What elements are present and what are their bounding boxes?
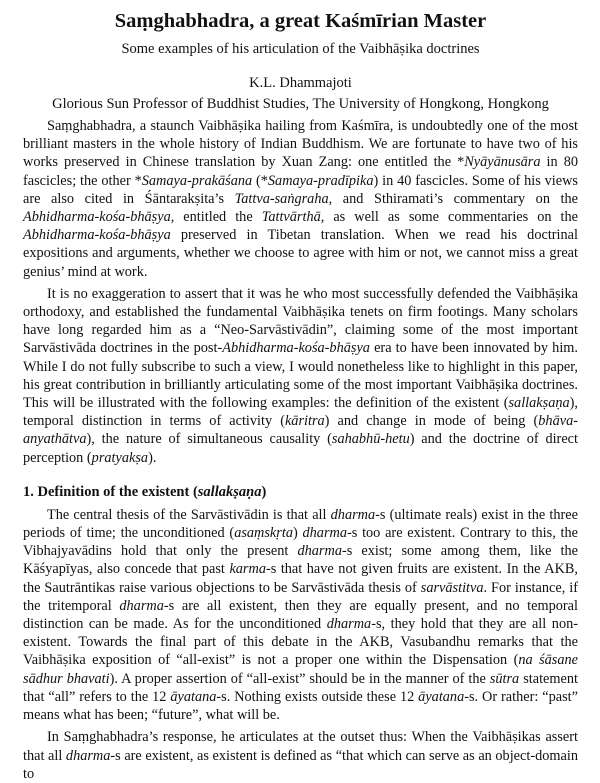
italic-term: Abhidharma-kośa-bhāṣya — [222, 340, 370, 357]
italic-term: dharma — [119, 597, 164, 614]
italic-term: Abhidharma-kośa-bhāṣya — [23, 209, 171, 226]
body-paragraph — [23, 506, 578, 724]
text-run: ). — [148, 449, 157, 466]
text-run: ). A proper assertion of “all-exist” should be in the manner of the — [109, 670, 490, 687]
italic-term: dharma — [326, 616, 372, 633]
paper-subtitle: Some examples of his articulation of the Vaibhāṣika doctrines — [121, 41, 480, 57]
italic-term: āyatana — [170, 688, 217, 705]
italic-term: sarvāstitva — [420, 579, 484, 596]
italic-term: Tattvārthā — [261, 209, 321, 226]
article-body — [23, 117, 578, 783]
text-run: In Saṃghabhadra’s response, he articulates at the outset thus: When the Vaibhāṣikas assert that all — [23, 729, 578, 764]
text-run: -s are all existent, then they are equally present, and no temporal distinction can be made. As for the unconditioned — [23, 597, 578, 633]
text-run: in 80 fascicles; the other * — [23, 154, 578, 189]
text-run: preserved in Tibetan translation. When we read his doctrinal expositions and arguments, whether we choose to agree with him or not, we cannot miss a great genius’ mind at work. — [23, 227, 578, 280]
italic-term: kāritra — [284, 413, 325, 430]
body-paragraph — [23, 117, 578, 281]
italic-term: sahabhū-hetu — [331, 431, 410, 448]
text-run: ) in 40 fascicles. Some of his views are also cited in Śāntarakṣita’s — [23, 172, 578, 207]
text-run: ) and the doctrine of direct perception ( — [23, 431, 578, 466]
italic-term: sallakṣaṇa — [197, 483, 262, 500]
text-run: statement that “all” refers to the 12 — [23, 670, 578, 705]
italic-term: sallakṣaṇa — [508, 395, 570, 412]
text-run: -s. Nothing exists outside these 12 — [216, 688, 419, 705]
text-run: , entitled the — [170, 209, 262, 226]
italic-term: sūtra — [489, 670, 520, 687]
text-run: -s. Or rather: “past” means what has been; “future”, what will be. — [23, 688, 578, 724]
italic-term: bhāva-anyathātva — [23, 413, 578, 448]
text-run: The central thesis of the Sarvāstivādin is that all — [47, 506, 331, 523]
text-run: ), the nature of simultaneous causality ( — [86, 431, 332, 448]
section-heading — [23, 483, 578, 501]
text-run: (* — [252, 172, 268, 189]
italic-term: Tattva-saṅgraha — [234, 190, 329, 207]
body-paragraph — [23, 285, 578, 467]
italic-term: asaṃskṛta — [234, 525, 293, 542]
text-run: ), temporal distinction in terms of activity ( — [23, 395, 578, 430]
italic-term: dharma — [297, 543, 342, 560]
italic-term: pratyakṣa — [91, 449, 149, 466]
text-run: , and Sthiramati’s commentary on the — [328, 190, 578, 207]
text-run: -s too are existent. Contrary to this, the Vibhajyavādins hold that only the present — [23, 525, 579, 560]
italic-term: dharma — [330, 506, 376, 523]
text-run: -s exist; some among them, like the Kāśyapīyas, also concede that past — [23, 543, 579, 578]
text-run: 1. Definition of the existent ( — [23, 483, 198, 500]
italic-term: Samaya-pradīpika — [267, 172, 374, 189]
text-run: , as well as some commentaries on the — [320, 209, 578, 226]
italic-term: karma — [229, 561, 266, 578]
text-run: ) — [292, 525, 303, 542]
italic-term: Nyāyānusāra — [464, 154, 541, 171]
paper-title: Saṃghabhadra, a great Kaśmīrian Master — [114, 10, 487, 32]
text-run: -s, they hold that they are all non-existent. Towards the final part of this debate in the AKB, Vasubandhu remarks that the Vaibhāṣika exposition of “all-exist” is not a proper one within the Dispensation ( — [23, 616, 579, 669]
text-run: ) — [261, 483, 267, 500]
text-run: Saṃghabhadra, a staunch Vaibhāṣika hailing from Kaśmīra, is undoubtedly one of the most brilliant masters in the whole history of Indian Buddhism. We are fortunate to have two of his works preserved in Chinese translation by Xuan Zang: one entitled the * — [23, 118, 578, 171]
italic-term: dharma — [302, 525, 347, 542]
text-run: ) and change in mode of being ( — [324, 413, 539, 430]
body-paragraph — [23, 728, 578, 783]
italic-term: Samaya-prakāśana — [141, 172, 253, 189]
italic-term: na śāsane sādhur bhavati — [23, 652, 578, 687]
italic-term: dharma — [65, 747, 111, 764]
author-name: K.L. Dhammajoti — [249, 75, 352, 91]
author-affiliation: Glorious Sun Professor of Buddhist Studies, The University of Hongkong, Hongkong — [52, 96, 549, 112]
text-run: -s that have not given fruits are existent. In the AKB, the Sautrāntikas raise various objections to be Sarvāstivāda thesis of — [23, 561, 579, 596]
italic-term: Abhidharma-kośa-bhāṣya — [23, 227, 171, 244]
italic-term: āyatana — [418, 688, 465, 705]
text-run: -s (ultimate reals) exist in the three periods of time; the unconditioned ( — [23, 506, 578, 542]
text-run: . For instance, if the tritemporal — [23, 579, 578, 614]
text-run: It is no exaggeration to assert that it was he who most successfully defended the Vaibhāṣika orthodoxy, and established the fundamental Vaibhāṣika tenets on firm footings. Many scholars have long regarded him as a “Neo-Sarvāstivādin”, claiming some of the most important Sarvāstivāda doctrines in the post- — [23, 285, 578, 357]
text-run: -s are existent, as existent is defined as “that which can serve as an object-domain to — [23, 747, 578, 782]
text-run: era to have been innovated by him. While I do not fully subscribe to such a view, I would nonetheless like to highlight in this paper, his great contribution in brilliantly articulating some of the most important Vaibhāṣika doctrines. This will be illustrated with the following examples: the definition of the existent ( — [23, 340, 578, 412]
